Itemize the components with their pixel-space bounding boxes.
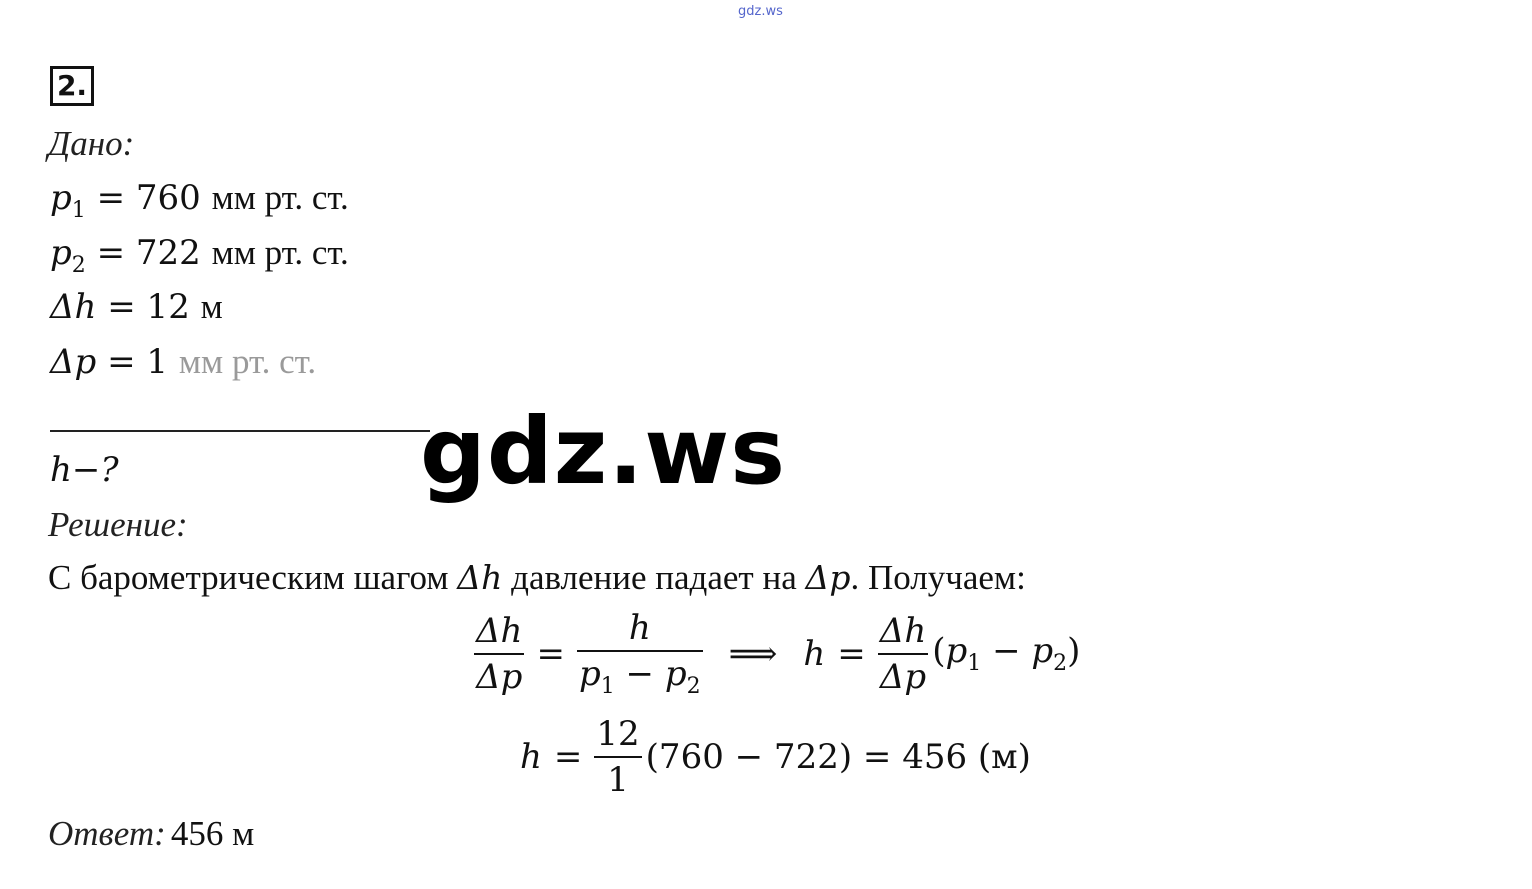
p2-var: p [50, 233, 72, 273]
watermark: gdz.ws [420, 398, 786, 505]
dp-var: Δp [50, 342, 97, 382]
frac-dh-dp-2: $\frac{\Delta h}{\Delta p}$ [879, 610, 927, 697]
given-label: Дано: [48, 124, 135, 163]
p2-value: = 722 [96, 233, 201, 273]
solution-label: Решение: [48, 505, 188, 544]
dp-value: = 1 [107, 342, 169, 382]
given-dp [50, 342, 316, 382]
dh-var: Δh [50, 287, 97, 327]
formula-2: h = $\frac{12}{1}$ (760 − 722) = 456 (м) [520, 714, 1031, 800]
frac-dh-dp: $\frac{\Delta h}{\Delta p}$ [476, 610, 523, 697]
p2-unit: мм рт. ст. [211, 233, 349, 272]
answer-label: Ответ: [48, 814, 166, 853]
answer-value: 456 м [170, 814, 255, 853]
dh-unit: м [200, 287, 223, 326]
formula-1: $\frac{\Delta h}{\Delta p}$ = $\frac{h}{p_1 - p_2}$ ⟹ h = $\frac{\Delta h}{\Delta p}$ $(p_1 - p_2)$ [476, 608, 1081, 699]
given-p2 [50, 233, 349, 278]
p1-unit: мм рт. ст. [211, 178, 349, 217]
frac-12-1: $\frac{12}{1}$ [596, 714, 640, 800]
p1-sub: 1 [71, 198, 86, 223]
solution-text: С барометрическим шагом Δh давление падает на Δp. Получаем: [48, 558, 1026, 597]
dp-unit: мм рт. ст. [178, 342, 317, 381]
site-link[interactable]: gdz.ws [738, 4, 783, 19]
given-p1 [50, 178, 349, 223]
p1-var: p [50, 178, 72, 218]
frac-h-dp: $\frac{h}{p_1 - p_2}$ [578, 608, 701, 699]
given-divider [50, 430, 430, 432]
task-number: 2. [50, 66, 94, 106]
p1-value: = 760 [96, 178, 201, 218]
dh-value: = 12 [107, 287, 190, 327]
given-dh [50, 287, 223, 327]
answer [48, 814, 254, 854]
p2-sub: 2 [71, 253, 86, 278]
find-text: h−? [50, 450, 119, 490]
